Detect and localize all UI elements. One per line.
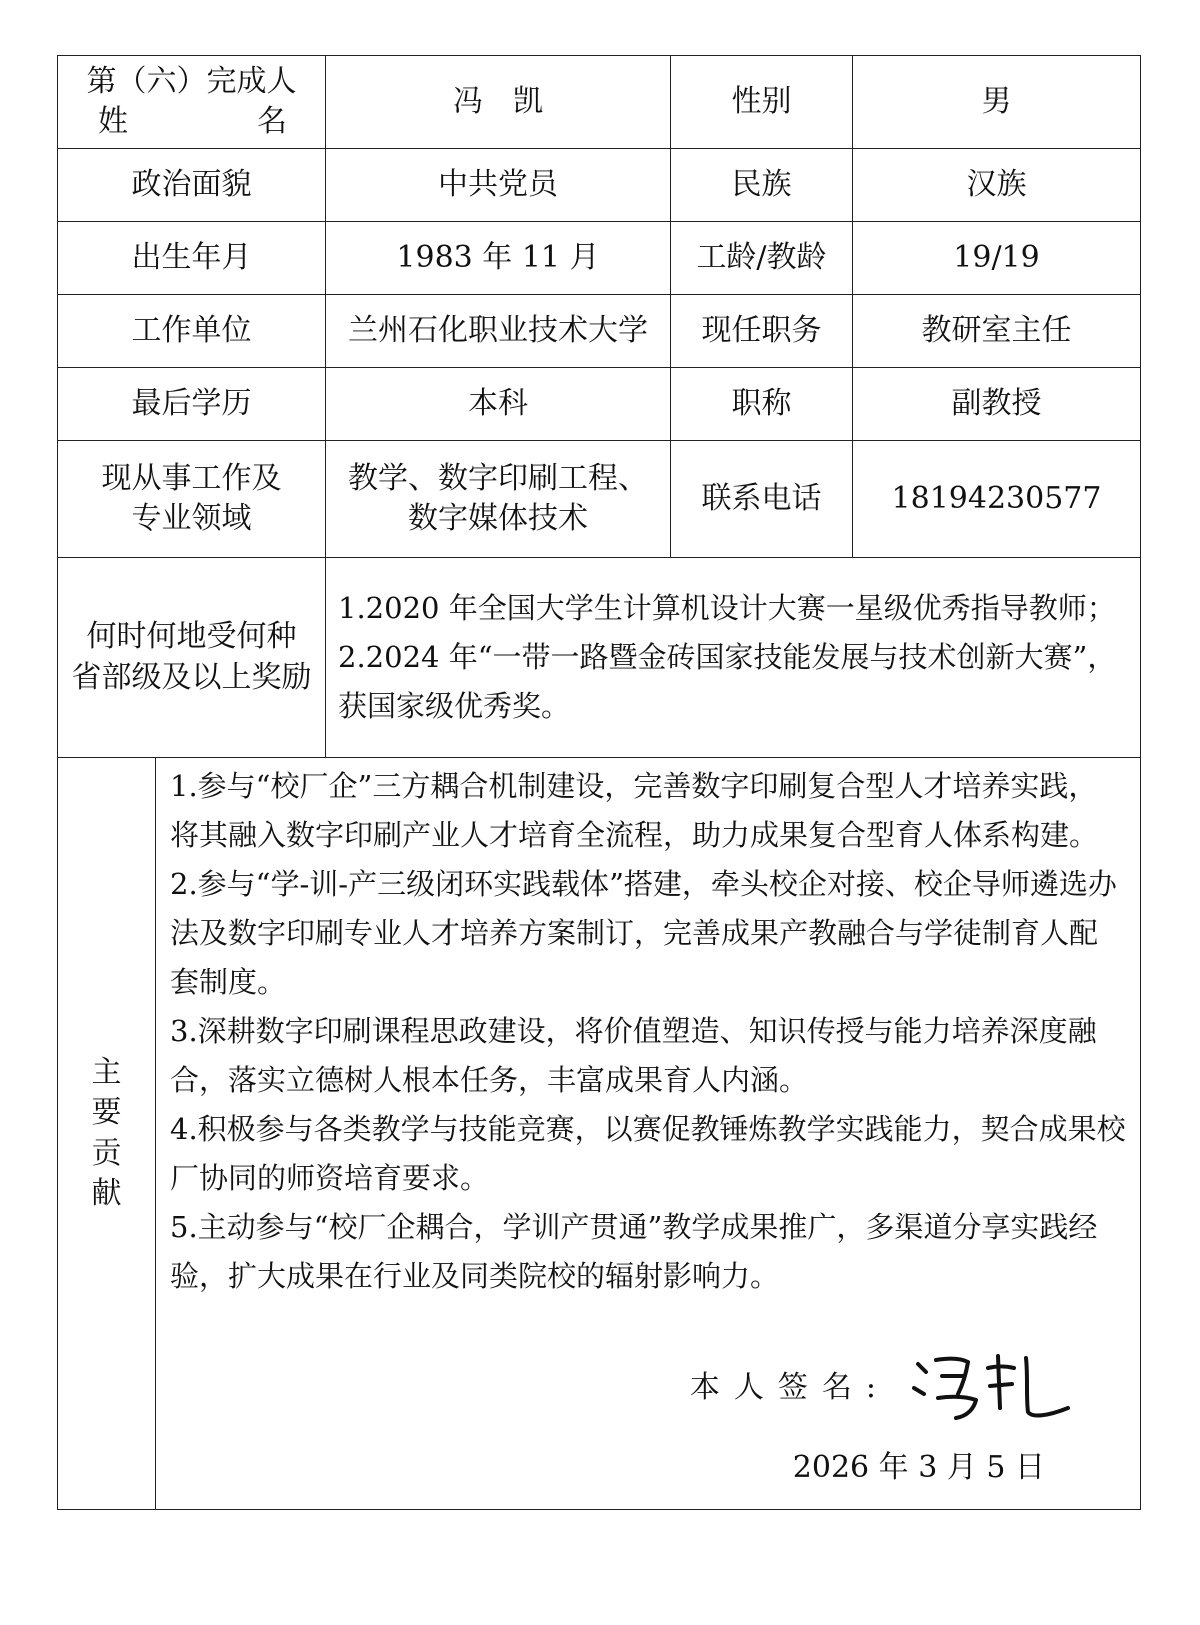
title-value: 副教授 <box>853 368 1141 441</box>
contributions-label-char: 贡 <box>91 1135 122 1171</box>
seniority-label: 工龄/教龄 <box>671 222 853 295</box>
position-label: 现任职务 <box>671 295 853 368</box>
name-label-char1: 姓 <box>98 104 128 139</box>
seniority-value: 19/19 <box>853 222 1141 295</box>
education-value: 本科 <box>326 368 671 441</box>
awards-label <box>58 558 326 758</box>
field-label-line1: 现从事工作及 <box>101 460 282 496</box>
awards-value <box>326 558 1141 758</box>
field-value-line2: 数字媒体技术 <box>408 501 588 536</box>
contribution-item: 4.积极参与各类教学与技能竞赛，以赛促教锤炼教学实践能力，契合成果校厂协同的师资培育要求。 <box>170 1112 1126 1195</box>
gender-label: 性别 <box>671 56 853 149</box>
signature-date: 2026 年 3 月 5 日 <box>792 1450 1045 1485</box>
contribution-item: 1.参与“校厂企”三方耦合机制建设，完善数字印刷复合型人才培养实践，将其融入数字印刷产业人才培育全流程，助力成果复合型育人体系构建。 <box>170 769 1099 852</box>
ethnicity-value: 汉族 <box>853 149 1141 222</box>
contributions-label-char: 主 <box>91 1054 122 1090</box>
field-value <box>326 441 671 558</box>
award-item: 1.2020 年全国大学生计算机设计大赛一星级优秀指导教师； <box>338 591 1116 625</box>
name-label-line1: 第（六）完成人 <box>86 63 297 99</box>
awards-label-line2: 省部级及以上奖励 <box>71 659 312 695</box>
row-birth <box>58 222 1141 295</box>
signature-label: 本人签名: <box>689 1370 890 1405</box>
birth-label: 出生年月 <box>58 222 326 295</box>
phone-label: 联系电话 <box>671 441 853 558</box>
row-field <box>58 441 1141 558</box>
education-label: 最后学历 <box>58 368 326 441</box>
position-value: 教研室主任 <box>853 295 1141 368</box>
ethnicity-label: 民族 <box>671 149 853 222</box>
contributions-value <box>156 758 1141 1510</box>
political-value: 中共党员 <box>326 149 671 222</box>
gender-value: 男 <box>853 56 1141 149</box>
employer-value: 兰州石化职业技术大学 <box>326 295 671 368</box>
contribution-item: 2.参与“学-训-产三级闭环实践载体”搭建，牵头校企对接、校企导师遴选办法及数字印刷专业人才培养方案制订，完善成果产教融合与学徒制育人配套制度。 <box>170 867 1117 999</box>
field-value-line1: 教学、数字印刷工程、 <box>348 460 648 496</box>
name-label-char2: 名 <box>257 104 287 139</box>
name-label <box>58 56 326 149</box>
contributions-label-char: 要 <box>91 1095 122 1130</box>
contribution-item: 5.主动参与“校厂企耦合，学训产贯通”教学成果推广，多渠道分享实践经验，扩大成果在行业及同类院校的辐射影响力。 <box>170 1210 1098 1293</box>
row-awards <box>58 558 1141 758</box>
employer-label: 工作单位 <box>58 295 326 368</box>
row-political <box>58 149 1141 222</box>
row-employer <box>58 295 1141 368</box>
award-item: 2.2024 年“一带一路暨金砖国家技能发展与技术创新大赛”，获国家级优秀奖。 <box>338 640 1117 723</box>
row-contributions <box>58 758 1141 1510</box>
title-label: 职称 <box>671 368 853 441</box>
phone-value: 18194230577 <box>853 441 1141 558</box>
handwritten-signature <box>908 1346 1078 1426</box>
political-label: 政治面貌 <box>58 149 326 222</box>
name-value: 冯 凯 <box>326 56 671 149</box>
field-label-line2: 专业领域 <box>131 501 252 536</box>
info-form-table <box>57 55 1141 1510</box>
awards-label-line1: 何时何地受何种 <box>86 619 297 654</box>
row-education <box>58 368 1141 441</box>
field-label <box>58 441 326 558</box>
contributions-label-char: 献 <box>91 1176 122 1211</box>
birth-value: 1983 年 11 月 <box>326 222 671 295</box>
row-name <box>58 56 1141 149</box>
contribution-item: 3.深耕数字印刷课程思政建设，将价值塑造、知识传授与能力培养深度融合，落实立德树人根本任务，丰富成果育人内涵。 <box>170 1014 1097 1097</box>
contributions-label <box>58 758 156 1510</box>
